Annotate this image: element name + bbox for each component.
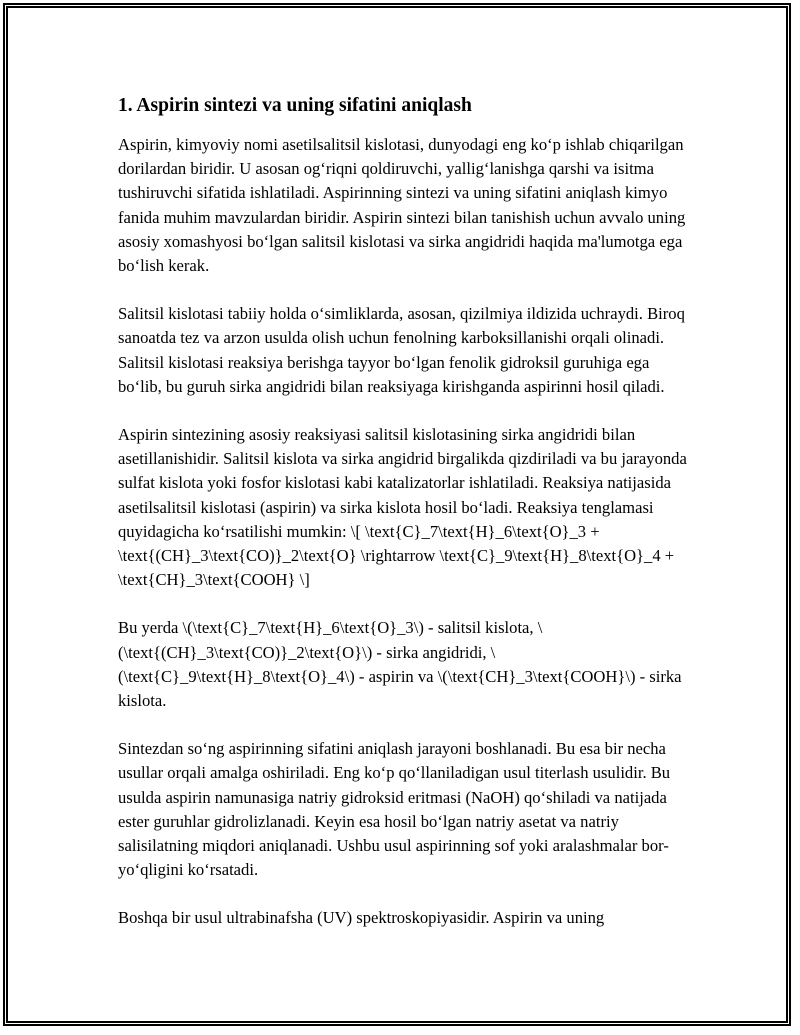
document-body xyxy=(118,93,688,955)
paragraph-uv-spectroscopy: Boshqa bir usul ultrabinafsha (UV) spektroskopiyasidir. Aspirin va uning xyxy=(118,908,605,928)
section-heading: 1. Aspirin sintezi va uning sifatini aniqlash xyxy=(118,95,472,116)
paragraph-formula-legend: Bu yerda \(\text{C}_7\text{H}_6\text{O}_3\) - salitsil kislota, \(\text{(CH}_3\text{CO)}_2\text{O}\) - sirka angidridi, \(\text{C}_9\text{H}_8\text{O}_4\) - aspirin va \(\text{CH}_3\text{COOH}\) - sirka kislota. xyxy=(118,618,682,711)
paragraph-reaction: Aspirin sintezining asosiy reaksiyasi salitsil kislotasining sirka angidridi bilan asetillanishidir. Salitsil kislota va sirka angidrid birgalikda qizdiriladi va bu jarayonda sulfat kislota yoki fosfor kislotasi kabi katalizatorlar ishlatiladi. Reaksiya natijasida asetilsalitsil kislotasi (aspirin) va sirka kislota hosil bo‘ladi. Reaksiya tenglamasi quyidagicha ko‘rsatilishi mumkin: \[ \text{C}_7\text{H}_6\text{O}_3 + \text{(CH}_3\text{CO)}_2\text{O} \rightarrow \text{C}_9\text{H}_8\text{O}_4 + \text{CH}_3\text{COOH} \] xyxy=(118,425,687,590)
paragraph-salicylic-acid: Salitsil kislotasi tabiiy holda o‘simliklarda, asosan, qizilmiya ildizida uchraydi. Biroq sanoatda tez va arzon usulda olish uchun fenolning karboksillanishi orqali olinadi. Salitsil kislotasi reaksiya berishga tayyor bo‘lgan fenolik gidroksil guruhiga ega bo‘lib, bu guruh sirka angidridi bilan reaksiyaga kirishganda aspirinni hosil qiladi. xyxy=(118,304,685,396)
paragraph-quality-titration: Sintezdan so‘ng aspirinning sifatini aniqlash jarayoni boshlanadi. Bu esa bir necha usullar orqali amalga oshiriladi. Eng ko‘p qo‘llaniladigan usul titerlash usulidir. Bu usulda aspirin namunasiga natriy gidroksid eritmasi (NaOH) qo‘shiladi va natijada ester guruhlar gidrolizlanadi. Keyin esa hosil bo‘lgan natriy asetat va natriy salisilatning miqdori aniqlanadi. Ushbu usul aspirinning sof yoki aralashmalar bor-yo‘qligini ko‘rsatadi. xyxy=(118,739,671,880)
paragraph-intro: Aspirin, kimyoviy nomi asetilsalitsil kislotasi, dunyodagi eng ko‘p ishlab chiqarilgan dorilardan biridir. U asosan og‘riqni qoldiruvchi, yallig‘lanishga qarshi va isitma tushiruvchi sifatida ishlatiladi. Aspirinning sintezi va uning sifatini aniqlash kimyo fanida muhim mavzulardan biridir. Aspirin sintezi bilan tanishish uchun avvalo uning asosiy xomashyosi bo‘lgan salitsil kislotasi va sirka angidridi haqida ma'lumotga ega bo‘lish kerak. xyxy=(118,135,686,276)
